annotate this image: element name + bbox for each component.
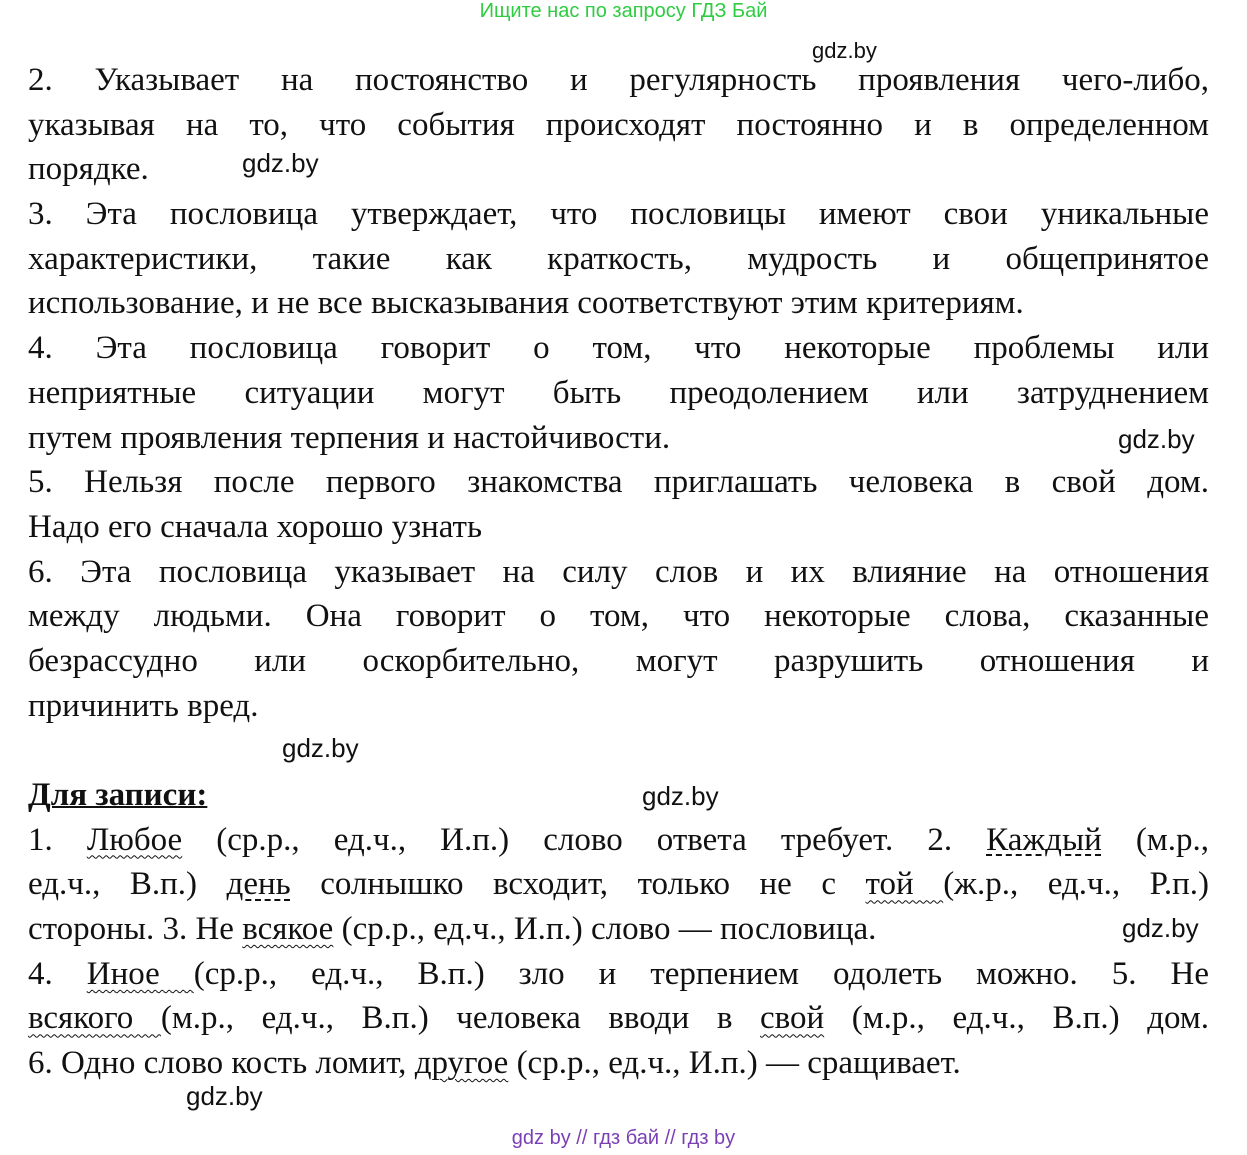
text-line: характеристики, такие как краткость, мудрость и общепринятое (28, 240, 1209, 277)
answer-paragraph (28, 192, 1209, 326)
text-segment: стороны. 3. Не (28, 911, 243, 948)
watermark: gdz.by (812, 38, 877, 63)
text-line: 6. Эта пословица указывает на силу слов и их влияние на отношения (28, 553, 1209, 590)
text-segment: (м.р., ед.ч., В.п.) человека вводи в (160, 1000, 761, 1037)
text-line: 2. Указывает на постоянство и регулярность проявления чего-либо, (28, 62, 1209, 98)
record-heading: Для записи: (28, 777, 208, 813)
answer-paragraph (28, 550, 1209, 729)
watermark: gdz.by (642, 781, 719, 811)
watermark: gdz.by (282, 733, 359, 763)
text-segment: 4. (28, 955, 87, 992)
record-line (28, 862, 1209, 907)
answer-paragraph (28, 460, 1209, 549)
record-heading-line (28, 773, 1209, 818)
text-segment: (м.р., ед.ч., В.п.) дом. (824, 1000, 1209, 1037)
record-line (28, 1041, 1209, 1086)
text-line: указывая на то, что события происходят постоянно и в определенном (28, 106, 1209, 143)
text-segment: (ср.р., ед.ч., И.п.) слово ответа требует. 2. (182, 821, 987, 858)
text-line: безрассудно или оскорбительно, могут разрушить отношения и (28, 642, 1209, 679)
footer-watermark: gdz by // гдз бай // гдз by (511, 1127, 736, 1149)
watermark: gdz.by (1122, 913, 1199, 943)
underlined-word: Любое (86, 821, 183, 858)
text-segment: (ж.р., ед.ч., Р.п.) (943, 866, 1209, 903)
underlined-word: всякое (242, 911, 334, 948)
answers-section (28, 58, 1209, 728)
underlined-word: день (226, 866, 291, 903)
text-line: 3. Эта пословица утверждает, что пословицы имеют свои уникальные (28, 196, 1209, 233)
spacer (28, 728, 1209, 773)
text-line: 5. Нельзя после первого знакомства приглашать человека в свой дом. (28, 464, 1209, 501)
record-section (28, 818, 1209, 1086)
record-line (28, 952, 1209, 997)
text-segment: (ср.р., ед.ч., И.п.) — сращивает. (508, 1045, 961, 1082)
underlined-word: Каждый (986, 821, 1102, 858)
underlined-word: другое (414, 1045, 509, 1082)
text-line: неприятные ситуации могут быть преодолением или затруднением (28, 374, 1209, 411)
text-line: причинить вред. (28, 687, 259, 724)
answer-paragraph (28, 58, 1209, 192)
text-line: Надо его сначала хорошо узнать (28, 508, 483, 545)
text-line: использование, и не все высказывания соответствуют этим критериям. (28, 285, 1024, 322)
underlined-word: всякого (28, 1000, 161, 1037)
text-line: 4. Эта пословица говорит о том, что некоторые проблемы или (28, 330, 1209, 367)
record-line (28, 907, 1209, 952)
watermark: gdz.by (242, 148, 319, 178)
text-segment: (м.р., (1101, 821, 1209, 858)
document-body (28, 58, 1209, 1086)
answer-paragraph (28, 326, 1209, 460)
text-line: путем проявления терпения и настойчивости. (28, 419, 671, 456)
text-segment: ед.ч., В.п.) (28, 866, 227, 903)
underlined-word: Иное (86, 955, 194, 992)
text-segment: (ср.р., ед.ч., И.п.) слово — пословица. (333, 911, 877, 948)
text-segment: 1. (28, 821, 87, 858)
underlined-word: той (865, 866, 944, 903)
record-line (28, 818, 1209, 863)
underlined-word: свой (760, 1000, 825, 1037)
search-banner: Ищите нас по запросу ГДЗ Бай (479, 0, 768, 22)
watermark: gdz.by (1118, 424, 1195, 454)
text-segment: солнышко всходит, только не с (290, 866, 866, 903)
text-line: порядке. (28, 151, 149, 188)
text-segment: 6. Одно слово кость ломит, (28, 1045, 415, 1082)
text-segment: (ср.р., ед.ч., В.п.) зло и терпением одолеть можно. 5. Не (193, 955, 1210, 992)
text-line: между людьми. Она говорит о том, что некоторые слова, сказанные (28, 598, 1209, 635)
record-line (28, 996, 1209, 1041)
watermark: gdz.by (186, 1081, 263, 1111)
